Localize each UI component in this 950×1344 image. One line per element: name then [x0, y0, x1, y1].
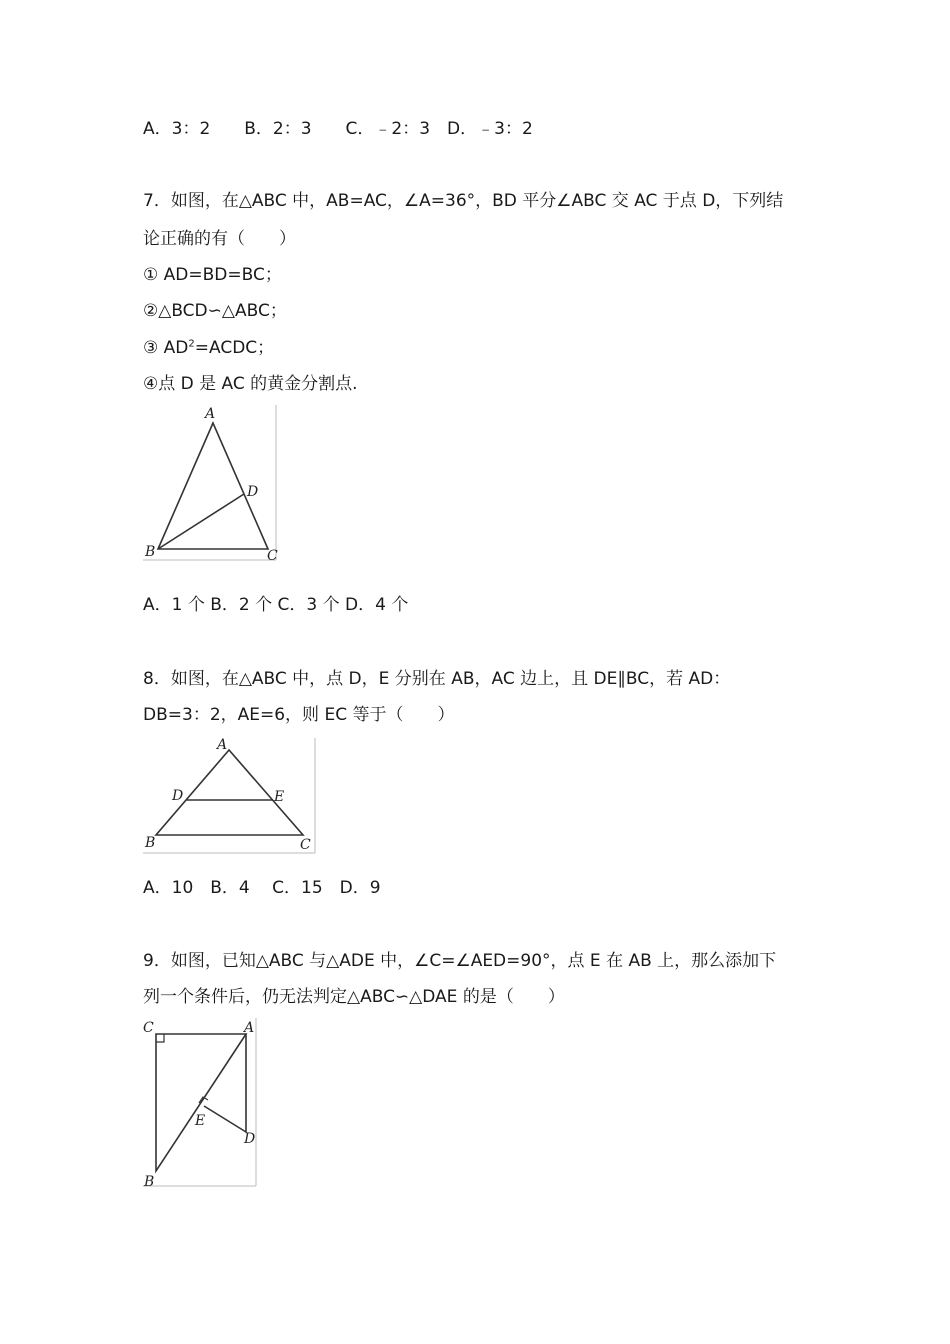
q8-label-e: E: [274, 789, 285, 805]
q9-triangle-abc: [156, 1034, 246, 1171]
q9-stem-line2: 列一个条件后，仍无法判定△ABC∽△DAE 的是（ ）: [143, 987, 565, 1007]
q9-label-b: B: [144, 1174, 155, 1190]
q7-stem-line2: 论正确的有（ ）: [143, 229, 296, 249]
q9-triangle-ade-sides: [204, 1034, 246, 1132]
q9-label-e: E: [195, 1113, 206, 1129]
q7-item3-pre: ③ AD: [143, 338, 189, 358]
q7-label-a: A: [205, 406, 216, 422]
q9-stem-line1: 9．如图，已知△ABC 与△ADE 中，∠C=∠AED=90°，点 E 在 AB 上，那么添加下: [143, 951, 777, 971]
q9-label-a: A: [244, 1020, 255, 1036]
q7-segment-bd: [158, 494, 244, 549]
q8-stem-line1: 8．如图，在△ABC 中，点 D，E 分别在 AB，AC 边上，且 DE∥BC，若 AD：: [143, 669, 731, 689]
q7-item3-sup: 2: [188, 338, 195, 350]
q8-figure: [143, 735, 318, 857]
q8-options: A．10 B．4 C．15 D．9: [143, 878, 381, 898]
q7-figure: [143, 403, 279, 563]
q8-label-d: D: [172, 788, 184, 804]
q7-item2: ②△BCD∽△ABC；: [143, 301, 287, 321]
q7-label-b: B: [145, 544, 156, 560]
q7-item1: ① AD=BD=BC；: [143, 265, 282, 285]
q6-options: A．3：2 B．2：3 C．﹣2：3 D．﹣3：2: [143, 119, 533, 139]
q7-options: A．1 个 B．2 个 C．3 个 D．4 个: [143, 595, 409, 615]
q7-stem-line1: 7．如图，在△ABC 中，AB=AC，∠A=36°，BD 平分∠ABC 交 AC 于点 D，下列结: [143, 191, 784, 211]
q7-item3-post: =ACDC；: [194, 338, 275, 358]
q7-label-d: D: [247, 484, 259, 500]
q9-label-d: D: [244, 1131, 256, 1147]
q7-item4: ④点 D 是 AC 的黄金分割点.: [143, 374, 358, 394]
q9-figure: [143, 1016, 259, 1190]
q7-label-c: C: [267, 548, 278, 563]
q8-stem-line2: DB=3：2，AE=6，则 EC 等于（ ）: [143, 705, 455, 725]
q9-label-c: C: [143, 1020, 154, 1036]
q8-label-a: A: [217, 737, 228, 753]
q8-label-b: B: [145, 835, 156, 851]
q8-label-c: C: [300, 837, 311, 853]
q7-item3: [143, 337, 274, 359]
q9-right-angle-c: [156, 1034, 164, 1042]
